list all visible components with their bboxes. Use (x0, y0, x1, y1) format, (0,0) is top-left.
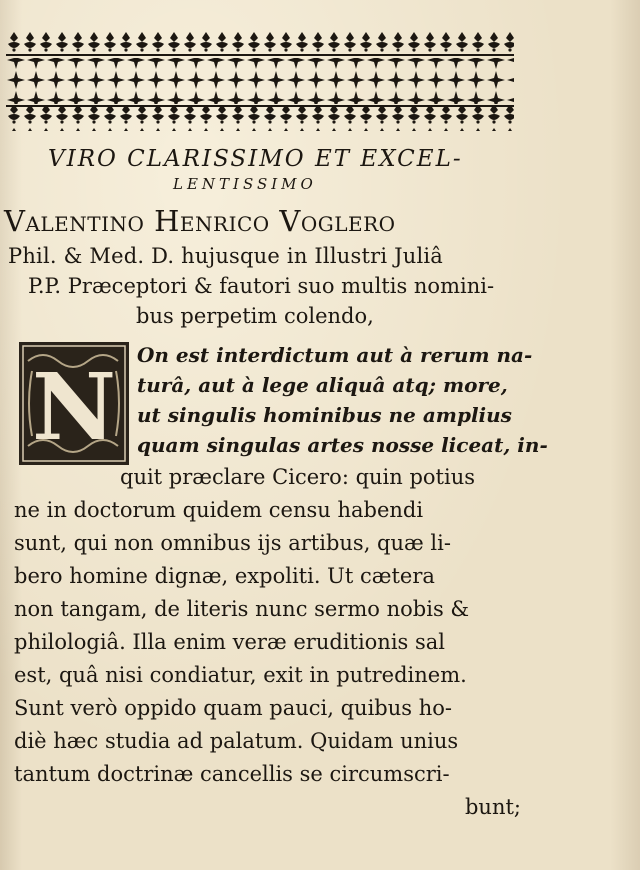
body-line: quit præclare Cicero: quin potius (120, 465, 475, 489)
italic-line: ut singulis hominibus ne amplius (137, 403, 512, 427)
dedicatee-title-line2: P.P. Præceptori & fautori suo multis nomini- (28, 274, 495, 298)
dedicatee-name: Valentino Henrico Voglero (4, 204, 396, 238)
decorated-initial (18, 341, 130, 466)
body-line: est, quâ nisi condiatur, exit in putredinem. (14, 663, 467, 687)
body-line: non tangam, de literis nunc sermo nobis & (14, 597, 470, 621)
dedication-heading-line1: VIRO CLARISSIMO ET EXCEL- (48, 146, 463, 172)
italic-line: turâ, aut à lege aliquâ atq; more, (137, 373, 508, 397)
body-line: tantum doctrinæ cancellis se circumscri- (14, 762, 450, 786)
dedicatee-title-line1: Phil. & Med. D. hujusque in Illustri Juliâ (8, 244, 444, 268)
italic-line: On est interdictum aut à rerum na- (137, 343, 533, 367)
body-line: Sunt verò oppido quam pauci, quibus ho- (14, 696, 452, 720)
ornamental-headband (6, 30, 514, 131)
body-line: philologiâ. Illa enim veræ eruditionis sal (14, 630, 446, 654)
catchword: bunt; (464, 795, 521, 819)
dedicatee-title-line3: bus perpetim colendo, (136, 304, 374, 328)
italic-line: quam singulas artes nosse liceat, in- (137, 433, 548, 457)
dedication-heading-line2: LENTISSIMO (173, 175, 317, 193)
body-line: diè hæc studia ad palatum. Quidam unius (14, 729, 459, 753)
body-line: sunt, qui non omnibus ijs artibus, quæ li- (14, 531, 451, 555)
body-line: ne in doctorum quidem censu habendi (14, 498, 424, 522)
body-line: bero homine dignæ, expoliti. Ut cætera (14, 564, 435, 588)
svg-text:N: N (31, 353, 117, 461)
